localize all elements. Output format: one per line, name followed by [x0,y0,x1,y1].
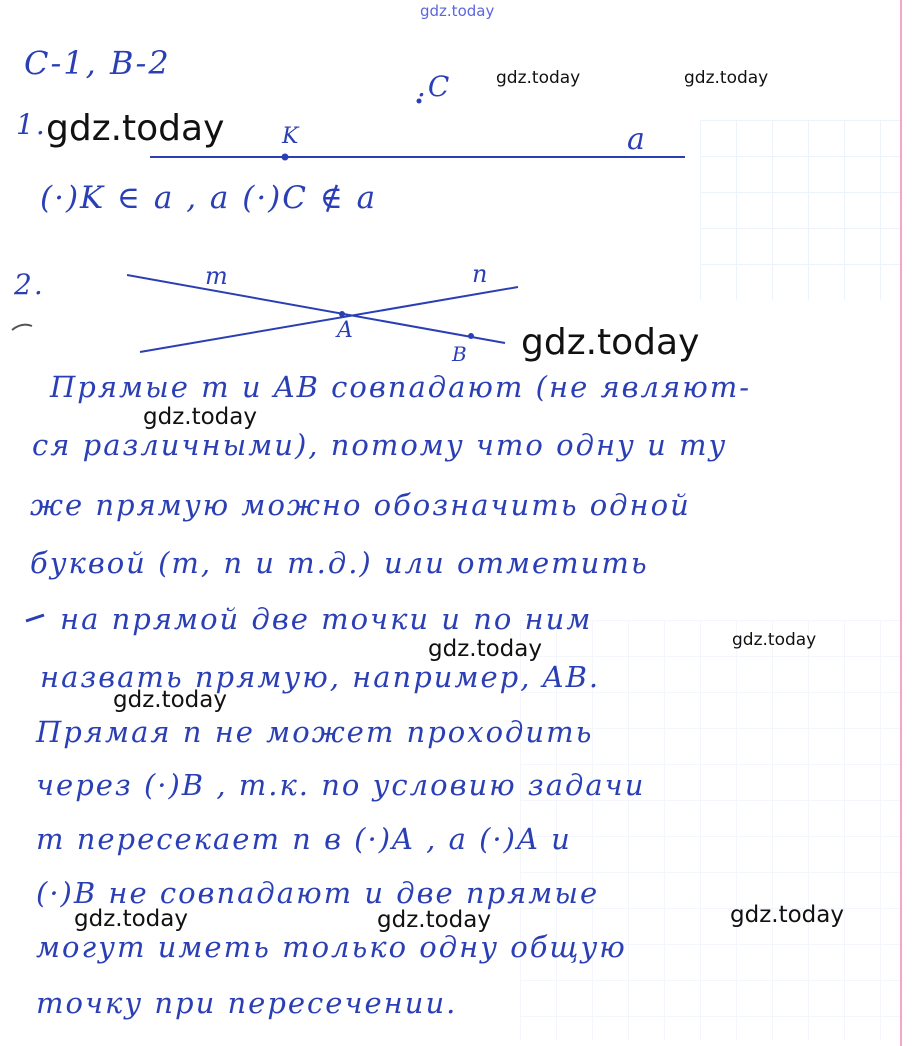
watermark-text: gdz.today [74,906,188,932]
text-line: (·)B не совпадают и две прямые [36,876,600,910]
text-line: на прямой две точки и по ним [60,602,593,636]
point-b [468,333,474,339]
watermark-text: gdz.today [377,907,491,933]
margin-dash [12,325,32,330]
text-line: m пересекает n в (·)A , а (·)A и [36,822,572,856]
watermark-text: gdz.today [113,687,227,713]
text-line: ся различными), потому что одну и ту [32,428,728,462]
text-line: назвать прямую, например, AB. [40,660,601,694]
task1-statement: (·)K ∈ a , a (·)C ∉ a [40,180,378,216]
line-m-label: m [205,262,230,290]
watermark-text: gdz.today [428,636,542,662]
text-line: точку при пересечении. [36,986,458,1020]
watermark-text: gdz.today [684,68,769,88]
margin-dash [26,615,44,621]
text-line: через (·)B , т.к. по условию задачи [36,768,646,802]
watermark-text: gdz.today [521,322,700,363]
watermark-text: gdz.today [496,68,581,88]
point-c-label: .C [417,70,452,103]
task1-number: 1. [16,108,47,141]
text-line: буквой (m, n и т.д.) или отметить [30,546,649,580]
point-a [339,311,345,317]
line-n-label: n [472,260,490,288]
watermark-text: gdz.today [732,630,817,650]
point-k-label: K [282,124,301,149]
watermark-text: gdz.today [420,2,495,20]
header-title: С-1, В-2 [24,44,171,82]
watermark-text: gdz.today [143,404,257,430]
watermark-text: gdz.today [46,108,225,149]
text-line: Прямая n не может проходить [36,715,594,749]
text-line: могут иметь только одну общую [36,930,627,964]
task2-number: 2. [14,268,45,301]
line-a-label: a [627,122,647,157]
watermark-text: gdz.today [730,902,844,928]
point-a-label: A [337,318,355,343]
text-line: же прямую можно обозначить одной [30,488,691,522]
point-b-label: B [452,342,469,366]
text-line: Прямые m и AB совпадают (не являют- [50,370,752,404]
point-k [282,154,289,161]
line-m [127,275,505,343]
